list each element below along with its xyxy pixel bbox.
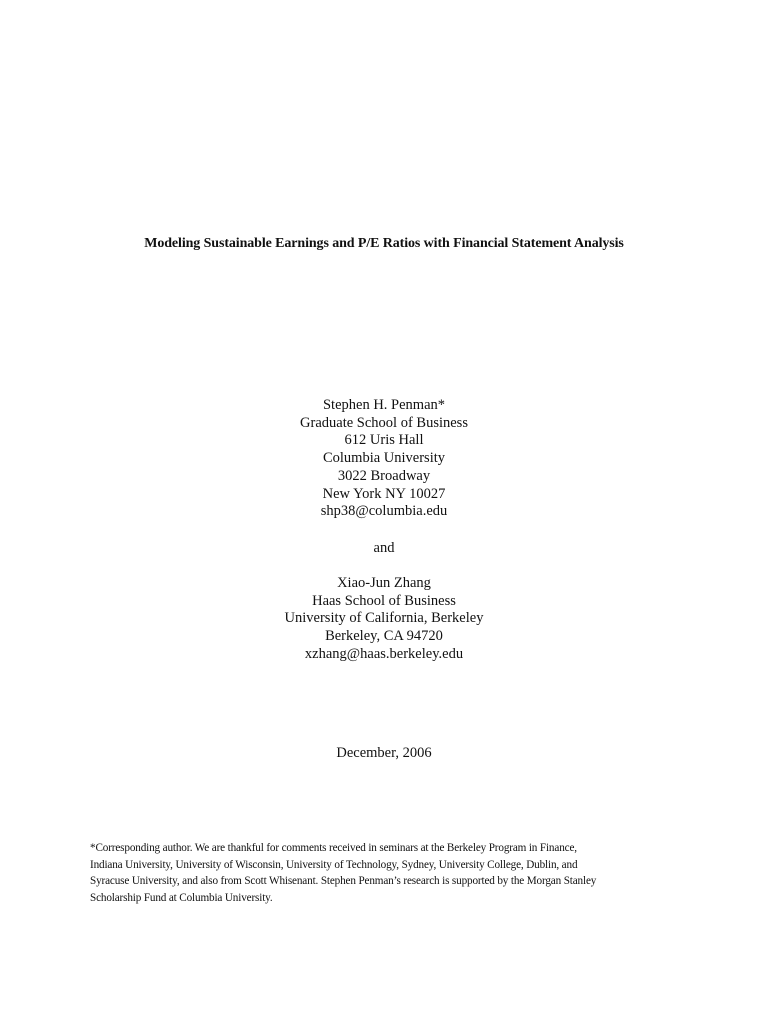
author-1-street: 3022 Broadway xyxy=(337,467,431,484)
footnote-line: Scholarship Fund at Columbia University. xyxy=(90,891,273,904)
author-1-email: shp38@columbia.edu xyxy=(320,503,448,520)
footnote-line: *Corresponding author. We are thankful for comments received in seminars at the Berkeley Program in Finance, xyxy=(90,842,577,854)
footnote-line: Indiana University, University of Wisconsin, University of Technology, Sydney, University College, Dublin, and xyxy=(90,858,578,871)
paper-date: December, 2006 xyxy=(336,745,432,761)
footnote xyxy=(90,840,690,906)
author-1-city: New York NY 10027 xyxy=(322,485,446,502)
author-separator: and xyxy=(373,540,395,556)
author-2-city: Berkeley, CA 94720 xyxy=(325,628,443,645)
author-1-university: Columbia University xyxy=(322,450,446,467)
author-2-email: xzhang@haas.berkeley.edu xyxy=(304,645,464,662)
author-1-school: Graduate School of Business xyxy=(300,414,468,431)
author-2-university: University of California, Berkeley xyxy=(284,610,484,627)
footnote-line: Syracuse University, and also from Scott Whisenant. Stephen Penman’s research is supported by the Morgan Stanley xyxy=(90,875,597,887)
paper-title: Modeling Sustainable Earnings and P/E Ratios with Financial Statement Analysis xyxy=(144,236,624,251)
author-block-1 xyxy=(0,397,768,521)
author-1-name: Stephen H. Penman* xyxy=(322,397,446,413)
author-1-office: 612 Uris Hall xyxy=(344,432,424,449)
author-block-2 xyxy=(0,575,768,664)
author-2-name: Xiao-Jun Zhang xyxy=(337,575,431,591)
author-2-school: Haas School of Business xyxy=(312,592,456,609)
